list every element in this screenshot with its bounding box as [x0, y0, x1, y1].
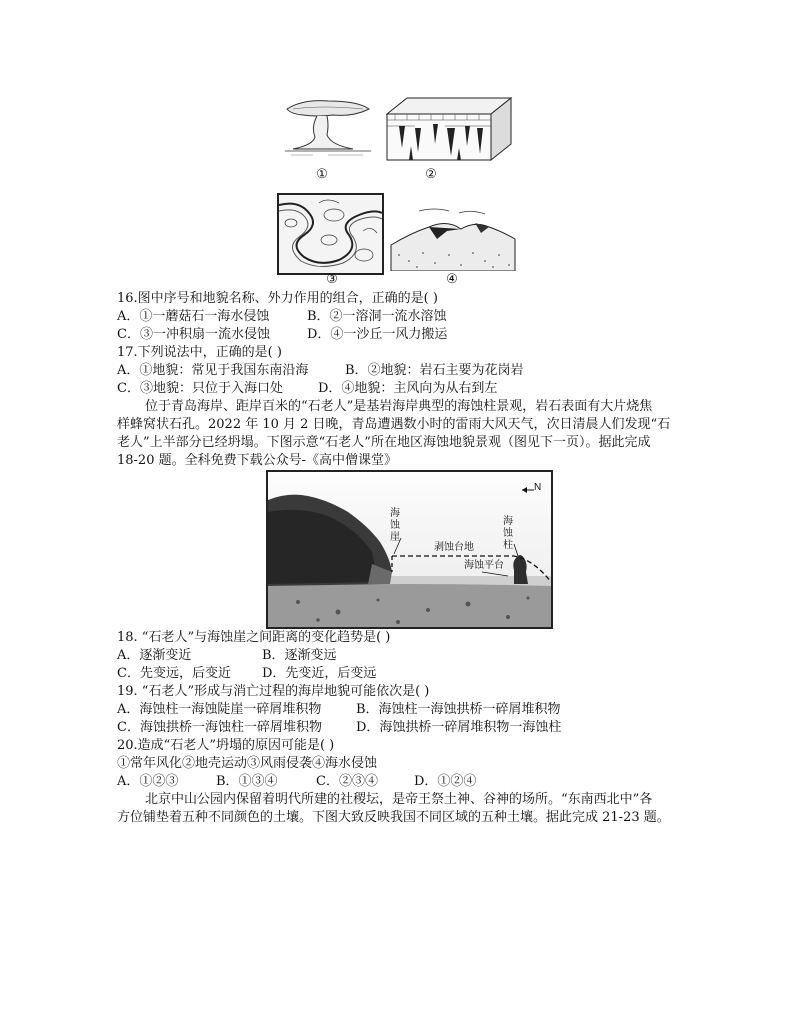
passage2-line-2: 方位铺垫着五种不同颜色的土壤。下图大致反映我国不同区域的五种土壤。据此完成 21-23 题。: [117, 810, 670, 825]
label-eroded-terrace: 剥蚀台地: [434, 542, 474, 553]
q18-stem: 18. “石老人”与海蚀崖之间距离的变化趋势是( ): [117, 630, 391, 645]
q16-option-d: D．④一沙丘一风力搬运: [307, 327, 448, 342]
figure-meander-map: [277, 193, 384, 275]
q19-option-a: A．海蚀柱一海蚀陡崖一碎屑堆积物: [117, 702, 322, 717]
q18-option-d: D．先变近，后变远: [262, 666, 377, 681]
q16-option-c: C．③一冲积扇一流水侵蚀: [117, 327, 270, 342]
q18-option-b: B．逐渐变远: [262, 648, 337, 663]
q18-option-a: A．逐渐变近: [117, 648, 192, 663]
label-wave-cut-platform: 海蚀平台: [464, 560, 504, 571]
q17-option-a: A．①地貌：常见于我国东南沿海: [117, 363, 309, 378]
q16-stem: 16.图中序号和地貌名称、外力作用的组合，正确的是( ): [117, 291, 438, 306]
q19-option-c: C．海蚀拱桥一海蚀柱一碎屑堆积物: [117, 720, 322, 735]
figure-karst-cave: [385, 96, 513, 162]
q17-option-c: C．③地貌：只位于入海口处: [117, 381, 283, 396]
q19-option-b: B．海蚀柱一海蚀拱桥一碎屑堆积物: [356, 702, 561, 717]
q18-option-c: C．先变远，后变近: [117, 666, 231, 681]
figure-label-1: ①: [316, 167, 328, 182]
q19-stem: 19. “石老人”形成与消亡过程的海岸地貌可能依次是( ): [117, 684, 430, 699]
q20-factors: ①常年风化②地壳运动③风雨侵袭④海水侵蚀: [117, 756, 378, 771]
sea-stack-photo: [266, 470, 553, 629]
passage1-line-2: 样蜂窝状石孔。2022 年 10 月 2 日晚，青岛遭遇数小时的雷雨大风天气，次日清晨人们发现“石: [117, 417, 671, 432]
label-sea-cliff: 海蚀崖: [390, 508, 400, 543]
figure-label-2: ②: [425, 167, 437, 182]
passage1-line-4: 18-20 题。全科免费下载公众号-《高中僧课堂》: [117, 453, 398, 468]
q20-option-d: D．①②④: [414, 774, 477, 789]
passage1-line-3: 老人”上半部分已经坍塌。下图示意“石老人”所在地区海蚀地貌景观（图见下一页）。据此完成: [117, 435, 651, 450]
figure-sand-dunes: [389, 205, 517, 271]
passage2-line-1: 北京中山公园内保留着明代所建的社稷坛，是帝王祭土神、谷神的场所。“东南西北中”各: [145, 792, 653, 807]
figure-label-4: ④: [446, 272, 458, 287]
q19-option-d: D．海蚀拱桥一碎屑堆积物一海蚀柱: [356, 720, 562, 735]
q17-stem: 17.下列说法中，正确的是( ): [117, 345, 282, 360]
passage1-line-1: 位于青岛海岸、距岸百米的“石老人”是基岩海岸典型的海蚀柱景观，岩石表面有大片烧焦: [145, 399, 653, 414]
q20-option-a: A．①②③: [117, 774, 179, 789]
figure-mushroom-rock: [283, 97, 373, 159]
q20-option-b: B．①③④: [216, 774, 278, 789]
q17-option-d: D．④地貌：主风向为从右到左: [318, 381, 498, 396]
figure-label-3: ③: [326, 272, 338, 287]
q17-option-b: B．②地貌：岩石主要为花岗岩: [345, 363, 524, 378]
q16-option-b: B．②一溶洞一流水溶蚀: [307, 309, 447, 324]
label-sea-stack: 海蚀柱: [503, 516, 513, 551]
q16-option-a: A．①一蘑菇石一海水侵蚀: [117, 309, 270, 324]
q20-option-c: C．②③④: [316, 774, 378, 789]
q20-stem: 20.造成“石老人”坍塌的原因可能是( ): [117, 738, 335, 753]
north-label: N: [534, 482, 542, 493]
